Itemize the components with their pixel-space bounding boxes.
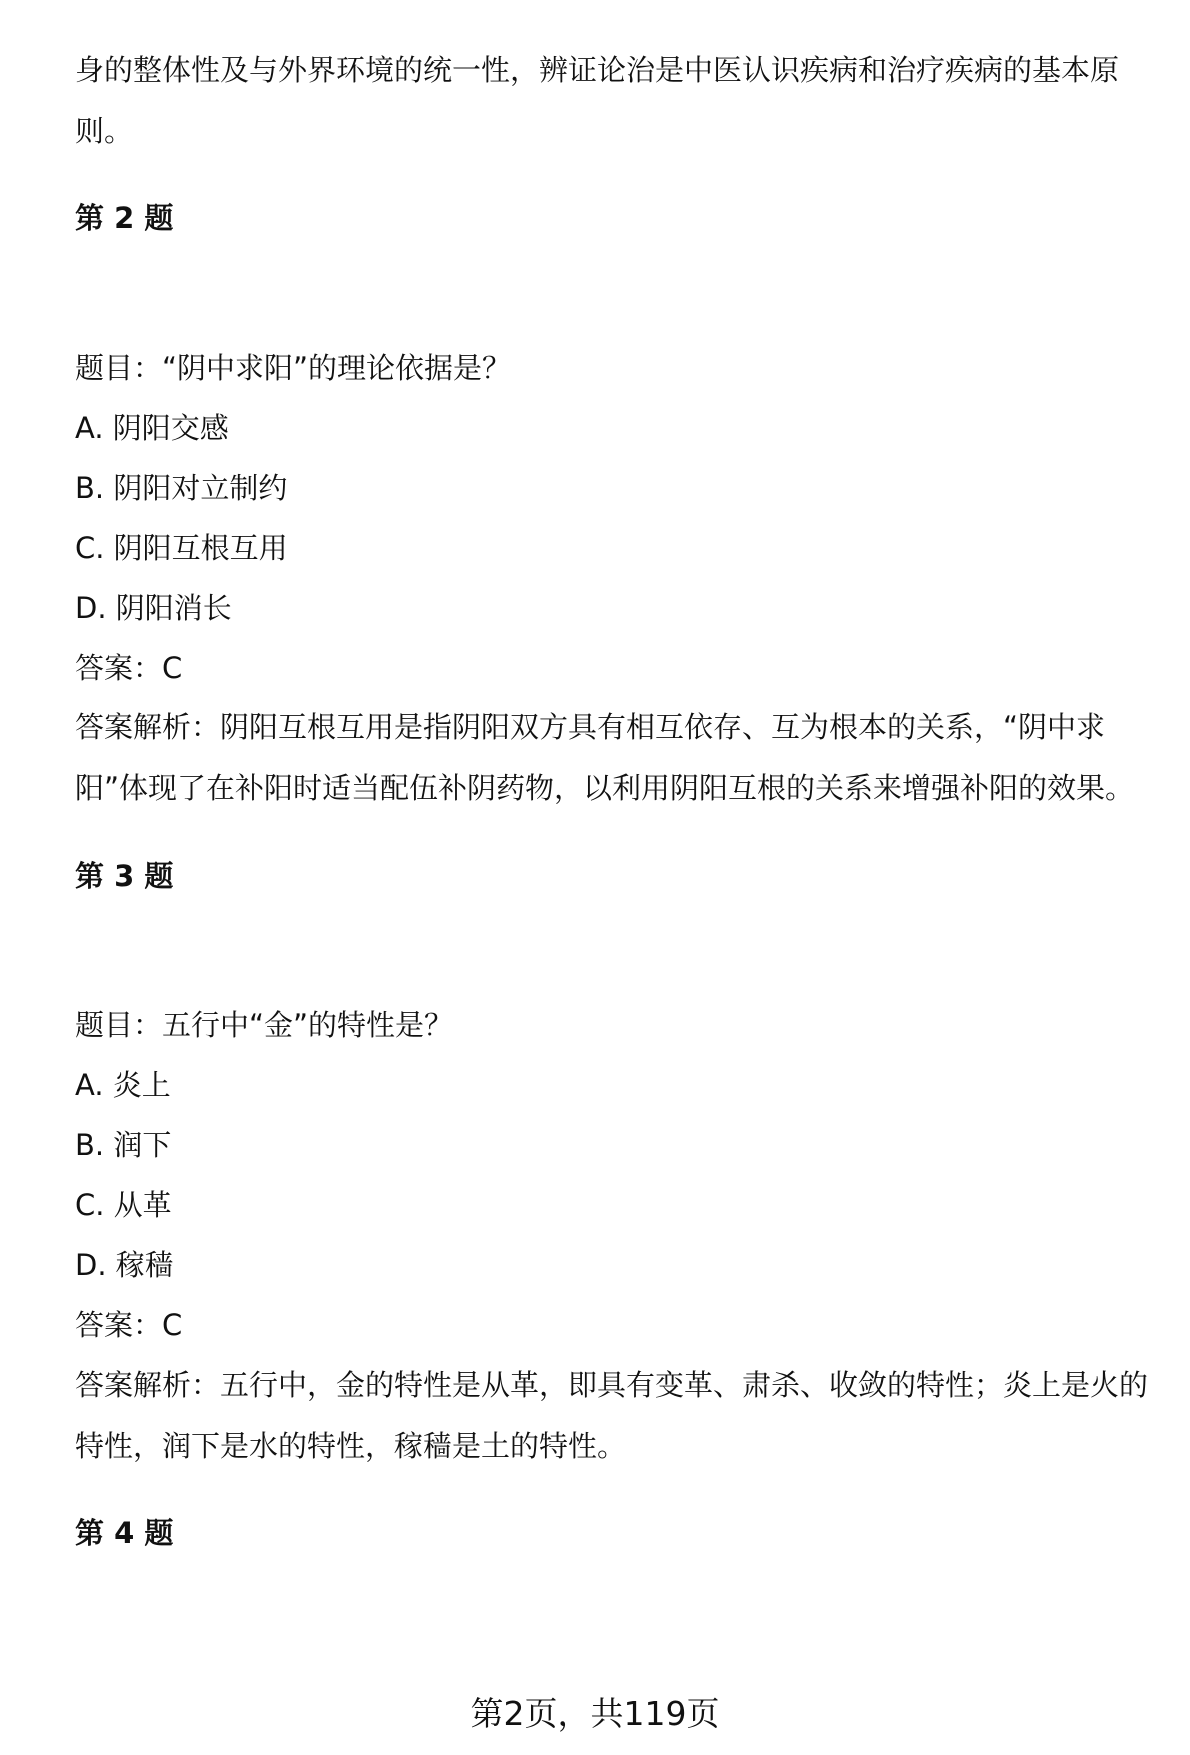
question-3-option-b: B. 润下 (75, 1128, 172, 1162)
question-3-heading: 第 3 题 (75, 859, 174, 893)
question-2-heading: 第 2 题 (75, 201, 174, 235)
page-number-footer: 第2页，共119页 (470, 1694, 720, 1733)
question-2-option-a: A. 阴阳交感 (75, 411, 229, 445)
question-2-answer: 答案：C (75, 651, 183, 685)
question-3-answer: 答案：C (75, 1308, 183, 1342)
question-2-option-d: D. 阴阳消长 (75, 591, 232, 625)
question-2-analysis: 答案解析：阴阳互根互用是指阴阳双方具有相互依存、互为根本的关系，“阴中求阳”体现了在补阳时适当配伍补阴药物，以利用阴阳互根的关系来增强补阳的效果。 (75, 710, 1135, 805)
question-3-analysis: 答案解析：五行中，金的特性是从革，即具有变革、肃杀、收敛的特性；炎上是火的特性，润下是水的特性，稼穑是土的特性。 (75, 1368, 1149, 1463)
question-3-option-c: C. 从革 (75, 1188, 172, 1222)
question-2-option-c: C. 阴阳互根互用 (75, 531, 288, 565)
intro-paragraph: 身的整体性及与外界环境的统一性，辨证论治是中医认识疾病和治疗疾病的基本原则。 (75, 53, 1120, 148)
question-3-option-d: D. 稼穑 (75, 1248, 174, 1282)
question-4-heading: 第 4 题 (75, 1516, 174, 1550)
question-3-option-a: A. 炎上 (75, 1068, 171, 1102)
question-2-prompt: 题目：“阴中求阳”的理论依据是？ (75, 351, 512, 385)
question-2-option-b: B. 阴阳对立制约 (75, 471, 288, 505)
question-3-prompt: 题目：五行中“金”的特性是？ (75, 1008, 454, 1042)
